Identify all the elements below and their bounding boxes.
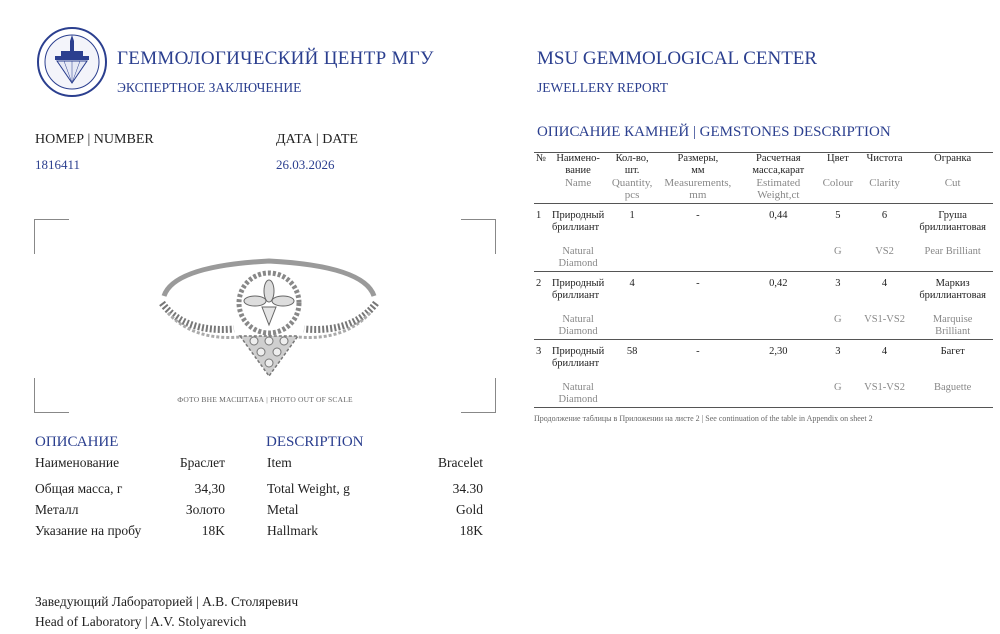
stone-cut-ru: Маркиз бриллиантовая <box>912 272 993 315</box>
description-head-ru: ОПИСАНИЕ <box>35 434 119 450</box>
metal-label-ru: Металл <box>35 502 79 517</box>
hallmark-label-ru: Указание на пробу <box>35 523 142 538</box>
table-row-en <box>534 382 993 408</box>
col-header: Quantity, pcs <box>611 177 653 201</box>
stone-weight: 0,44 <box>738 204 819 247</box>
stone-name-en: Natural Diamond <box>558 314 598 337</box>
title-ru: ГЕММОЛОГИЧЕСКИЙ ЦЕНТР МГУ <box>117 48 434 69</box>
col-header: № <box>534 153 550 178</box>
frame-corner <box>461 219 496 254</box>
stone-clarity-en: VS2 <box>875 246 894 257</box>
signature-ru: Заведующий Лабораторией | А.В. Столяревич <box>35 594 299 609</box>
number-value: 1816411 <box>35 157 81 172</box>
col-header: Чистота <box>857 153 913 178</box>
table-continuation-note: Продолжение таблицы в Приложении на листе 2 | See continuation of the table in Appendix on sheet 2 <box>534 414 873 423</box>
stone-cut-ru: Груша бриллиантовая <box>912 204 993 247</box>
subtitle-en: JEWELLERY REPORT <box>537 80 669 95</box>
number-label: НОМЕР | NUMBER <box>35 132 154 147</box>
row-number: 3 <box>534 340 550 383</box>
table-row <box>534 272 993 315</box>
date-label: ДАТА | DATE <box>276 132 358 147</box>
stone-cut-en: Baguette <box>912 382 993 408</box>
stone-colour-en: G <box>834 246 842 257</box>
stone-cut-en: Pear Brilliant <box>924 246 981 257</box>
col-header <box>534 177 550 204</box>
stone-clarity-ru: 4 <box>857 272 913 315</box>
col-header: Cut <box>944 177 961 189</box>
stone-colour-ru: 5 <box>819 204 857 247</box>
table-header-en <box>534 177 993 204</box>
item-value-ru: Браслет <box>179 455 225 470</box>
weight-value-en: 34.30 <box>452 481 483 496</box>
stone-name-ru: Природный бриллиант <box>550 340 606 383</box>
col-header: Estimated Weight,ct <box>756 177 801 201</box>
col-header: Наимено- вание <box>550 153 606 178</box>
stone-name-ru: Природный бриллиант <box>550 204 606 247</box>
hallmark-value-ru: 18K <box>201 523 225 538</box>
stone-colour-ru: 3 <box>819 340 857 383</box>
msu-gemmological-logo <box>37 27 107 97</box>
stone-name-ru: Природный бриллиант <box>550 272 606 315</box>
stone-weight: 2,30 <box>738 340 819 383</box>
stone-colour-ru: 3 <box>819 272 857 315</box>
col-header: Расчетная масса,карат <box>738 153 819 178</box>
date-value: 26.03.2026 <box>276 157 335 172</box>
gemstones-table <box>534 152 993 408</box>
stone-size: - <box>658 340 738 383</box>
stone-name-en: Natural Diamond <box>558 246 598 269</box>
stone-qty: 1 <box>606 204 658 247</box>
photo-caption: ФОТО ВНЕ МАСШТАБА | PHOTO OUT OF SCALE <box>177 395 353 404</box>
stone-clarity-en: VS1-VS2 <box>857 382 913 408</box>
item-label-ru: Наименование <box>35 455 120 470</box>
gemstones-title: ОПИСАНИЕ КАМНЕЙ | GEMSTONES DESCRIPTION <box>537 124 891 140</box>
item-label-en: Item <box>267 455 292 470</box>
metal-value-en: Gold <box>456 502 483 517</box>
col-header: Размеры, мм <box>658 153 738 178</box>
col-header: Огранка <box>912 153 993 178</box>
stone-size: - <box>658 204 738 247</box>
col-header: Clarity <box>869 177 900 189</box>
table-row <box>534 340 993 383</box>
subtitle-ru: ЭКСПЕРТНОЕ ЗАКЛЮЧЕНИЕ <box>117 80 302 95</box>
stone-size: - <box>658 272 738 315</box>
description-head-en: DESCRIPTION <box>266 434 364 450</box>
stone-qty: 4 <box>606 272 658 315</box>
stone-cut-ru: Багет <box>912 340 993 383</box>
table-row-en <box>534 314 993 340</box>
table-header-ru <box>534 153 993 178</box>
stone-colour-en: G <box>834 314 842 325</box>
hallmark-value-en: 18K <box>459 523 483 538</box>
stone-weight: 0,42 <box>738 272 819 315</box>
stone-cut-en: Marquise Brilliant <box>932 314 973 337</box>
signature-en: Head of Laboratory | A.V. Stolyarevich <box>35 614 247 629</box>
col-header: Name <box>564 177 592 189</box>
row-number: 2 <box>534 272 550 315</box>
title-en: MSU GEMMOLOGICAL CENTER <box>537 48 818 69</box>
stone-clarity-ru: 6 <box>857 204 913 247</box>
col-header: Measurements, mm <box>664 177 732 201</box>
table-row-en <box>534 246 993 272</box>
col-header: Кол-во, шт. <box>606 153 658 178</box>
hallmark-label-en: Hallmark <box>267 523 318 538</box>
weight-value-ru: 34,30 <box>194 481 225 496</box>
stone-name-en: Natural Diamond <box>550 382 606 408</box>
metal-label-en: Metal <box>267 502 299 517</box>
item-value-en: Bracelet <box>438 455 483 470</box>
photo-frame <box>34 219 496 413</box>
metal-value-ru: Золото <box>185 502 225 517</box>
bracelet-photo <box>154 241 384 381</box>
weight-label-ru: Общая масса, г <box>35 481 123 496</box>
stone-colour-en: G <box>819 382 857 408</box>
col-header: Colour <box>822 177 854 189</box>
table-row <box>534 204 993 247</box>
stone-clarity-ru: 4 <box>857 340 913 383</box>
stone-clarity-en: VS1-VS2 <box>864 314 905 325</box>
row-number: 1 <box>534 204 550 247</box>
frame-corner <box>34 219 69 254</box>
stone-qty: 58 <box>606 340 658 383</box>
weight-label-en: Total Weight, g <box>267 481 350 496</box>
col-header: Цвет <box>819 153 857 178</box>
